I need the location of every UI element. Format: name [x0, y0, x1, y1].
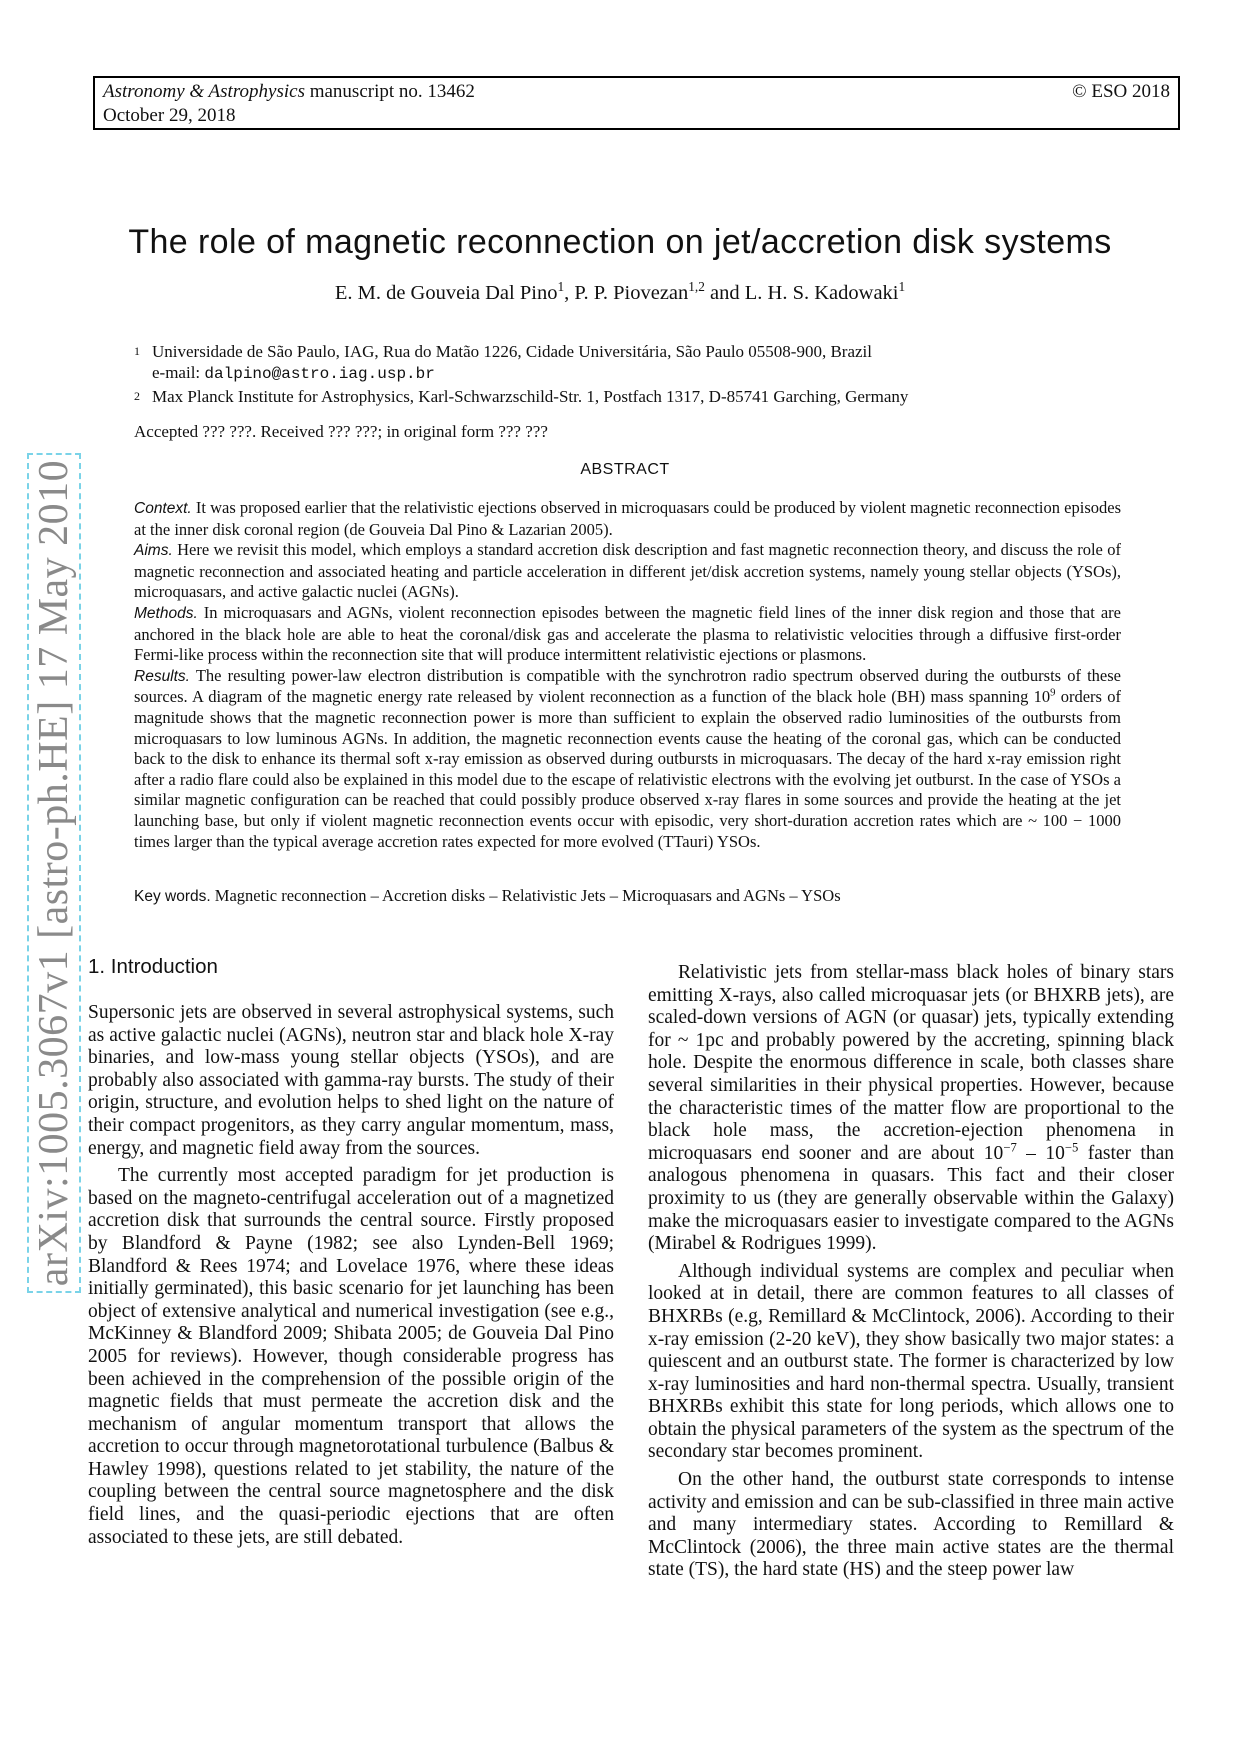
intro-paragraph-3 [648, 962, 1174, 1256]
keywords [134, 886, 841, 906]
context-label: Context. [134, 500, 192, 517]
author-3-affil: 1 [898, 279, 906, 295]
abstract-methods [134, 603, 1121, 666]
methods-text: In microquasars and AGNs, violent reconnection episodes between the magnetic field lines of the inner disk region and those that are anchored in the black hole are able to heat the coronal/disk gas and accelerate the plasma to relativistic velocities through a diffusive first-order Fermi-like process within the reconnection site that will produce intermittent relativistic ejections or plasmons. [134, 602, 1121, 665]
context-text: It was proposed earlier that the relativistic ejections observed in microquasars could be produced by violent magnetic reconnection episodes at the inner disk coronal region (de Gouveia Dal Pino & Lazarian 2005). [134, 498, 1121, 539]
copyright: © ESO 2018 [1072, 81, 1170, 102]
keywords-label: Key words. [134, 888, 211, 905]
paper-title: The role of magnetic reconnection on jet/accretion disk systems [128, 223, 1112, 261]
journal-name: Astronomy & Astrophysics [103, 81, 305, 102]
arxiv-stamp[interactable]: arXiv:1005.3067v1 [astro-ph.HE] 17 May 2010 [27, 453, 81, 1293]
results-text-1: The resulting power-law electron distribution is compatible with the synchrotron radio spectrum observed during the outbursts of these sources. A diagram of the magnetic energy rate released by violent reconnection as a function of the black hole (BH) mass spanning 10 [134, 665, 1121, 707]
manuscript-number: manuscript no. 13462 [304, 81, 475, 102]
author-2-affil: 1,2 [688, 279, 705, 295]
abstract-heading: ABSTRACT [580, 461, 670, 478]
keywords-text: Magnetic reconnection – Accretion disks – Relativistic Jets – Microquasars and AGNs – YSOs [210, 886, 841, 905]
right-column [648, 962, 1174, 1582]
abstract-context [134, 498, 1121, 540]
intro-paragraph-5: On the other hand, the outburst state corresponds to intense activity and emission and can be sub-classified in three main active and many intermediary states. According to Remillard & McClintock (2006), the three main active states are the thermal state (TS), the hard state (HS) and the steep power law [648, 1469, 1174, 1581]
affiliation-1-email-line [152, 362, 1034, 385]
methods-label: Methods. [134, 604, 198, 622]
abstract-aims [134, 540, 1121, 603]
affiliation-2-number: 2 [134, 389, 140, 403]
results-exponent: 9 [1050, 686, 1056, 699]
affiliation-1-text: Universidade de São Paulo, IAG, Rua do Matão 1226, Cidade Universitária, São Paulo 05508-900, Brazil [152, 342, 873, 361]
intro-paragraph-1: Supersonic jets are observed in several astrophysical systems, such as active galactic nuclei (AGNs), neutron star and black hole X-ray binaries, and low-mass young stellar objects (YSOs), and are probably also associated with gamma-ray bursts. The study of their origin, structure, and evolution helps to shed light on the nature of their compact progenitors, as they carry angular momentum, mass, energy, and magnetic field away from the sources. [88, 1002, 614, 1159]
section-heading-introduction: 1. Introduction [88, 955, 218, 978]
submission-dates: Accepted ??? ???. Received ??? ???; in original form ??? ??? [134, 422, 548, 441]
left-column [88, 1002, 614, 1549]
header-date: October 29, 2018 [103, 105, 236, 126]
author-1-affil: 1 [557, 279, 565, 295]
affiliation-1-number: 1 [134, 344, 140, 358]
aims-label: Aims. [134, 542, 173, 560]
author-3: and L. H. S. Kadowaki [704, 282, 899, 304]
p3-text-c: faster than analogous phenomena in quasars. This fact and their closer proximity to us (they are generally observable within the Galaxy) make the microquasars easier to investigate compared to the AGNs (Mirabel & Rodrigues 1999). [648, 1142, 1174, 1255]
results-text-2: orders of magnitude shows that the magnetic reconnection power is more than sufficient to explain the observed radio luminosities of the outbursts from microquasars to low luminous AGNs. In addition, the magnetic reconnection events cause the heating of the coronal gas, which can be conducted back to the disk to enhance its thermal soft x-ray emission as observed during outbursts in microquasars. The decay of the hard x-ray emission right after a radio flare could also be explained in this model due to the escape of relativistic electrons with the evolving jet outburst. In the case of YSOs a similar magnetic configuration can be reached that could possibly produce observed x-ray flares in some sources and provide the heating at the jet launching base, but only if violent magnetic reconnection events occur with episodic, very short-duration accretion rates which are ~ 100 − 1000 times larger than the typical average accretion rates expected for more evolved (TTauri) YSOs. [134, 687, 1121, 851]
p3-text-a: Relativistic jets from stellar-mass black holes of binary stars emitting X-rays, also called microquasar jets (or BHXRB jets), are scaled-down versions of AGN (or quasar) jets, typically extending for ~ 1pc and probably powered by the accreting, spinning black hole. Despite the enormous difference in scale, both classes share several similarities in their physical properties. However, because the characteristic times of the matter flow are proportional to the black hole mass, the accretion-ejection phenomena in microquasars end sooner and are about 10 [648, 962, 1174, 1164]
email-label: e-mail: [152, 363, 205, 382]
affiliation-1 [134, 341, 1034, 385]
author-1: E. M. de Gouveia Dal Pino [334, 282, 558, 304]
abstract-results [134, 666, 1121, 852]
intro-paragraph-4: Although individual systems are complex and peculiar when looked at in detail, there are common features to all classes of BHXRBs (e.g, Remillard & McClintock, 2006). According to their x-ray emission (2-20 keV), they show basically two major states: a quiescent and an outburst state. The former is characterized by low x-ray luminosities and hard non-thermal spectra. Usually, transient BHXRBs exhibit this state for long periods, which allows one to obtain the physical parameters of the system as the spectrum of the secondary star becomes prominent. [648, 1260, 1174, 1463]
p3-exponent-1: −7 [1003, 1140, 1017, 1155]
intro-paragraph-2: The currently most accepted paradigm for jet production is based on the magneto-centrifugal acceleration out of a magnetized accretion disk that surrounds the central source. Firstly proposed by Blandford & Payne (1982; see also Lynden-Bell 1969; Blandford & Rees 1974; and Lovelace 1976, where these ideas initially germinated), this basic scenario for jet launching has been object of extensive analytical and numerical investigation (see e.g., McKinney & Blandford 2009; Shibata 2005; de Gouveia Dal Pino 2005 for reviews). However, though considerable progress has been achieved in the comprehension of the possible origin of the magnetic fields that must permeate the accretion disk and the mechanism of angular momentum transport that allows the accretion to occur through magnetorotational turbulence (Balbus & Hawley 1998), questions related to jet stability, the nature of the coupling between the central source magnetosphere and the disk field lines, and the quasi-periodic ejections that are often associated to these jets, are still debated. [88, 1165, 614, 1548]
author-list [0, 279, 1240, 305]
p3-exponent-2: −5 [1064, 1140, 1079, 1155]
journal-line [103, 80, 1170, 104]
affiliation-2-text: Max Planck Institute for Astrophysics, Karl-Schwarzschild-Str. 1, Postfach 1317, D-85741 Garching, Germany [152, 387, 909, 406]
journal-header-box [93, 76, 1180, 130]
aims-text: Here we revisit this model, which employs a standard accretion disk description and fast magnetic reconnection theory, and discuss the role of magnetic reconnection and associated heating and particle acceleration in different jet/disk accretion systems, namely young stellar objects (YSOs), microquasars, and active galactic nuclei (AGNs). [134, 540, 1121, 602]
results-label: Results. [134, 667, 190, 685]
affiliation-2 [134, 386, 1034, 407]
p3-text-b: – 10 [1016, 1142, 1065, 1164]
author-2: , P. P. Piovezan [564, 282, 689, 304]
abstract-body [134, 498, 1121, 852]
email-link[interactable]: dalpino@astro.iag.usp.br [204, 365, 435, 383]
